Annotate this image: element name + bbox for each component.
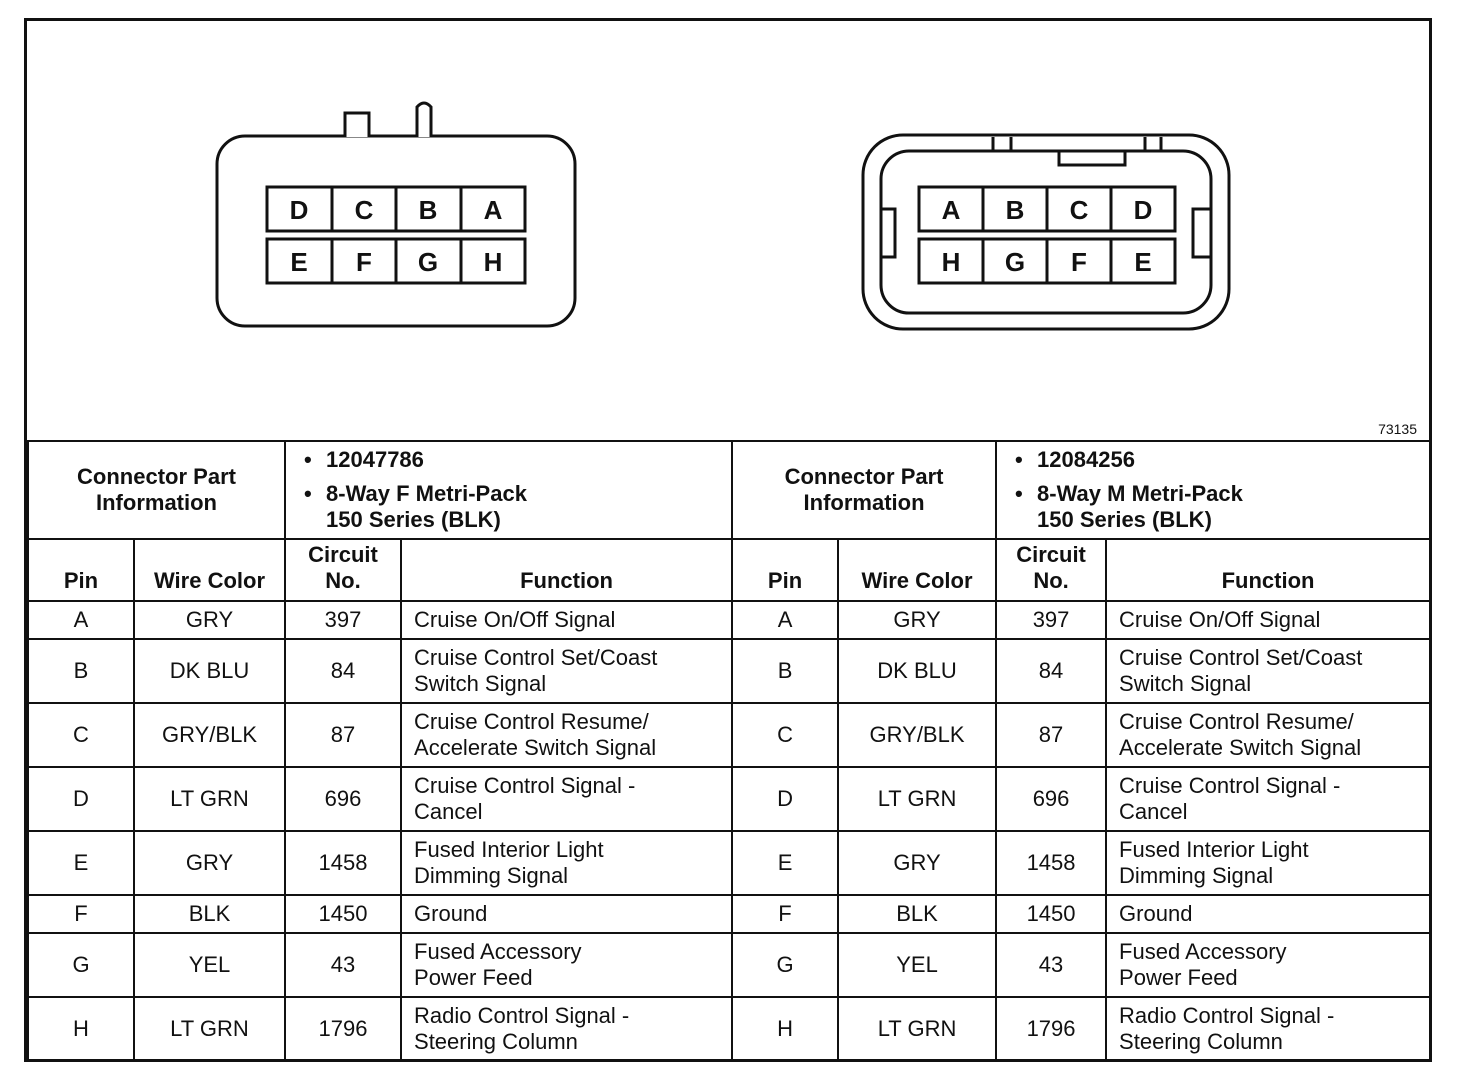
function-line: Fused Accessory — [1119, 939, 1287, 964]
table-row — [28, 997, 1430, 1061]
function-line: Cruise Control Resume/ — [1119, 709, 1354, 734]
function-line: Steering Column — [1119, 1029, 1283, 1054]
function-cell — [401, 895, 732, 933]
function-cell — [401, 639, 732, 703]
pin-label: D — [289, 195, 309, 225]
wire-color-cell: LT GRN — [838, 997, 996, 1061]
function-line: Switch Signal — [414, 671, 547, 696]
function-line: Cruise On/Off Signal — [1119, 607, 1321, 632]
header-pin: Pin — [732, 539, 838, 601]
circuit-cell: 43 — [285, 933, 401, 997]
function-line: Fused Interior Light — [414, 837, 604, 862]
function-line: Ground — [414, 901, 488, 926]
wire-color-cell: BLK — [134, 895, 285, 933]
connector-right-latch-right — [1193, 209, 1211, 257]
connector-right-latch-left — [881, 209, 895, 257]
pin-cell: F — [732, 895, 838, 933]
circuit-cell: 84 — [285, 639, 401, 703]
table-row — [28, 601, 1430, 639]
connector-drawings — [27, 21, 1429, 441]
wire-color-cell: GRY/BLK — [838, 703, 996, 767]
pin-cell: B — [732, 639, 838, 703]
header-wire-color: Wire Color — [838, 539, 996, 601]
function-line: Cruise Control Set/Coast — [414, 645, 658, 670]
pin-label: A — [941, 195, 961, 225]
table-row — [28, 767, 1430, 831]
pin-cell: D — [732, 767, 838, 831]
connector-info-label: Connector Part Information — [732, 441, 996, 539]
circuit-cell: 1450 — [285, 895, 401, 933]
connector-right — [863, 135, 1229, 329]
pin-label: G — [417, 247, 439, 277]
wire-color-cell: GRY/BLK — [134, 703, 285, 767]
connector-right-key-right — [1145, 137, 1161, 151]
function-line: Steering Column — [414, 1029, 578, 1054]
pin-label: H — [483, 247, 503, 277]
circuit-cell: 43 — [996, 933, 1106, 997]
part-number: 12084256 — [1037, 447, 1135, 472]
function-line: Switch Signal — [1119, 671, 1252, 696]
header-wire-color: Wire Color — [134, 539, 285, 601]
diagram-frame — [24, 18, 1432, 1062]
connector-info-label: Connector Part Information — [28, 441, 285, 539]
pin-label: E — [290, 247, 308, 277]
function-line: Fused Accessory — [414, 939, 582, 964]
table-row — [28, 703, 1430, 767]
function-line: Cruise Control Signal - — [1119, 773, 1341, 798]
function-cell — [401, 767, 732, 831]
function-cell — [1106, 831, 1430, 895]
header-function: Function — [401, 539, 732, 601]
pin-cell: F — [28, 895, 134, 933]
pin-cell: D — [28, 767, 134, 831]
circuit-cell: 84 — [996, 639, 1106, 703]
function-line: Cancel — [1119, 799, 1188, 824]
pin-cell: G — [732, 933, 838, 997]
function-line: Dimming Signal — [1119, 863, 1274, 888]
function-line: Cruise Control Set/Coast — [1119, 645, 1363, 670]
table-row — [28, 639, 1430, 703]
pin-cell: E — [732, 831, 838, 895]
circuit-cell: 87 — [285, 703, 401, 767]
function-cell — [401, 933, 732, 997]
circuit-cell: 397 — [996, 601, 1106, 639]
header-circuit: Circuit No. — [285, 539, 401, 601]
figure-id: 73135 — [1378, 421, 1417, 437]
function-line: Cruise Control Signal - — [414, 773, 636, 798]
function-cell — [1106, 997, 1430, 1061]
pin-cell: G — [28, 933, 134, 997]
connector-right-key-left — [993, 137, 1011, 151]
wire-color-cell: DK BLU — [134, 639, 285, 703]
connector-info-details: • 12047786 • 8-Way F Metri-Pack 150 Series (BLK) — [285, 441, 732, 539]
connector-series: 150 Series (BLK) — [1037, 507, 1212, 532]
function-cell — [401, 831, 732, 895]
pin-label: E — [1134, 247, 1152, 277]
function-line: Dimming Signal — [414, 863, 569, 888]
pin-label: C — [1069, 195, 1089, 225]
connector-series: 150 Series (BLK) — [326, 507, 501, 532]
function-line: Cruise Control Resume/ — [414, 709, 649, 734]
pin-cell: H — [732, 997, 838, 1061]
function-line: Radio Control Signal - — [1119, 1003, 1335, 1028]
connector-right-key-center — [1059, 151, 1125, 165]
pinout-table — [27, 440, 1431, 1062]
table-row — [28, 831, 1430, 895]
function-cell — [1106, 639, 1430, 703]
function-line: Fused Interior Light — [1119, 837, 1309, 862]
circuit-cell: 87 — [996, 703, 1106, 767]
function-cell — [1106, 601, 1430, 639]
connector-info-row — [28, 441, 1430, 539]
function-line: Cancel — [414, 799, 483, 824]
wire-color-cell: GRY — [838, 601, 996, 639]
function-cell — [401, 601, 732, 639]
header-row — [28, 539, 1430, 601]
connector-info-details: • 12084256 • 8-Way M Metri-Pack 150 Series (BLK) — [996, 441, 1430, 539]
function-cell — [401, 703, 732, 767]
circuit-cell: 1458 — [285, 831, 401, 895]
pin-cell: C — [732, 703, 838, 767]
table-row — [28, 895, 1430, 933]
wire-color-cell: GRY — [134, 831, 285, 895]
circuit-cell: 1458 — [996, 831, 1106, 895]
pin-cell: A — [28, 601, 134, 639]
function-line: Accelerate Switch Signal — [1119, 735, 1362, 760]
pin-cell: H — [28, 997, 134, 1061]
pin-label: H — [941, 247, 961, 277]
function-line: Cruise On/Off Signal — [414, 607, 616, 632]
circuit-cell: 1796 — [285, 997, 401, 1061]
pin-cell: C — [28, 703, 134, 767]
circuit-cell: 1450 — [996, 895, 1106, 933]
pin-label: F — [1071, 247, 1087, 277]
pin-label: D — [1133, 195, 1153, 225]
pin-cell: A — [732, 601, 838, 639]
wire-color-cell: DK BLU — [838, 639, 996, 703]
connector-description: 8-Way F Metri-Pack — [326, 481, 527, 506]
wire-color-cell: LT GRN — [134, 767, 285, 831]
connector-left — [217, 103, 575, 326]
header-pin: Pin — [28, 539, 134, 601]
circuit-cell: 397 — [285, 601, 401, 639]
wire-color-cell: LT GRN — [838, 767, 996, 831]
function-cell — [1106, 933, 1430, 997]
connector-left-tab-round — [417, 103, 431, 137]
circuit-cell: 696 — [996, 767, 1106, 831]
table-row — [28, 933, 1430, 997]
function-cell — [1106, 703, 1430, 767]
pin-cell: B — [28, 639, 134, 703]
header-function: Function — [1106, 539, 1430, 601]
function-cell — [1106, 895, 1430, 933]
wire-color-cell: YEL — [134, 933, 285, 997]
pin-label: A — [483, 195, 503, 225]
wire-color-cell: LT GRN — [134, 997, 285, 1061]
header-circuit: Circuit No. — [996, 539, 1106, 601]
wire-color-cell: GRY — [838, 831, 996, 895]
connector-left-tab-square — [345, 113, 369, 137]
pin-label: F — [356, 247, 372, 277]
wire-color-cell: GRY — [134, 601, 285, 639]
part-number: 12047786 — [326, 447, 424, 472]
pin-label: G — [1004, 247, 1026, 277]
pin-label: C — [354, 195, 374, 225]
function-line: Ground — [1119, 901, 1193, 926]
wire-color-cell: YEL — [838, 933, 996, 997]
pin-cell: E — [28, 831, 134, 895]
pin-label: B — [1005, 195, 1025, 225]
connector-description: 8-Way M Metri-Pack — [1037, 481, 1243, 506]
pin-label: B — [418, 195, 438, 225]
function-line: Radio Control Signal - — [414, 1003, 630, 1028]
function-line: Power Feed — [414, 965, 533, 990]
circuit-cell: 1796 — [996, 997, 1106, 1061]
function-cell — [401, 997, 732, 1061]
connector-illustration — [27, 21, 1429, 443]
wire-color-cell: BLK — [838, 895, 996, 933]
function-line: Power Feed — [1119, 965, 1238, 990]
circuit-cell: 696 — [285, 767, 401, 831]
function-cell — [1106, 767, 1430, 831]
function-line: Accelerate Switch Signal — [414, 735, 657, 760]
